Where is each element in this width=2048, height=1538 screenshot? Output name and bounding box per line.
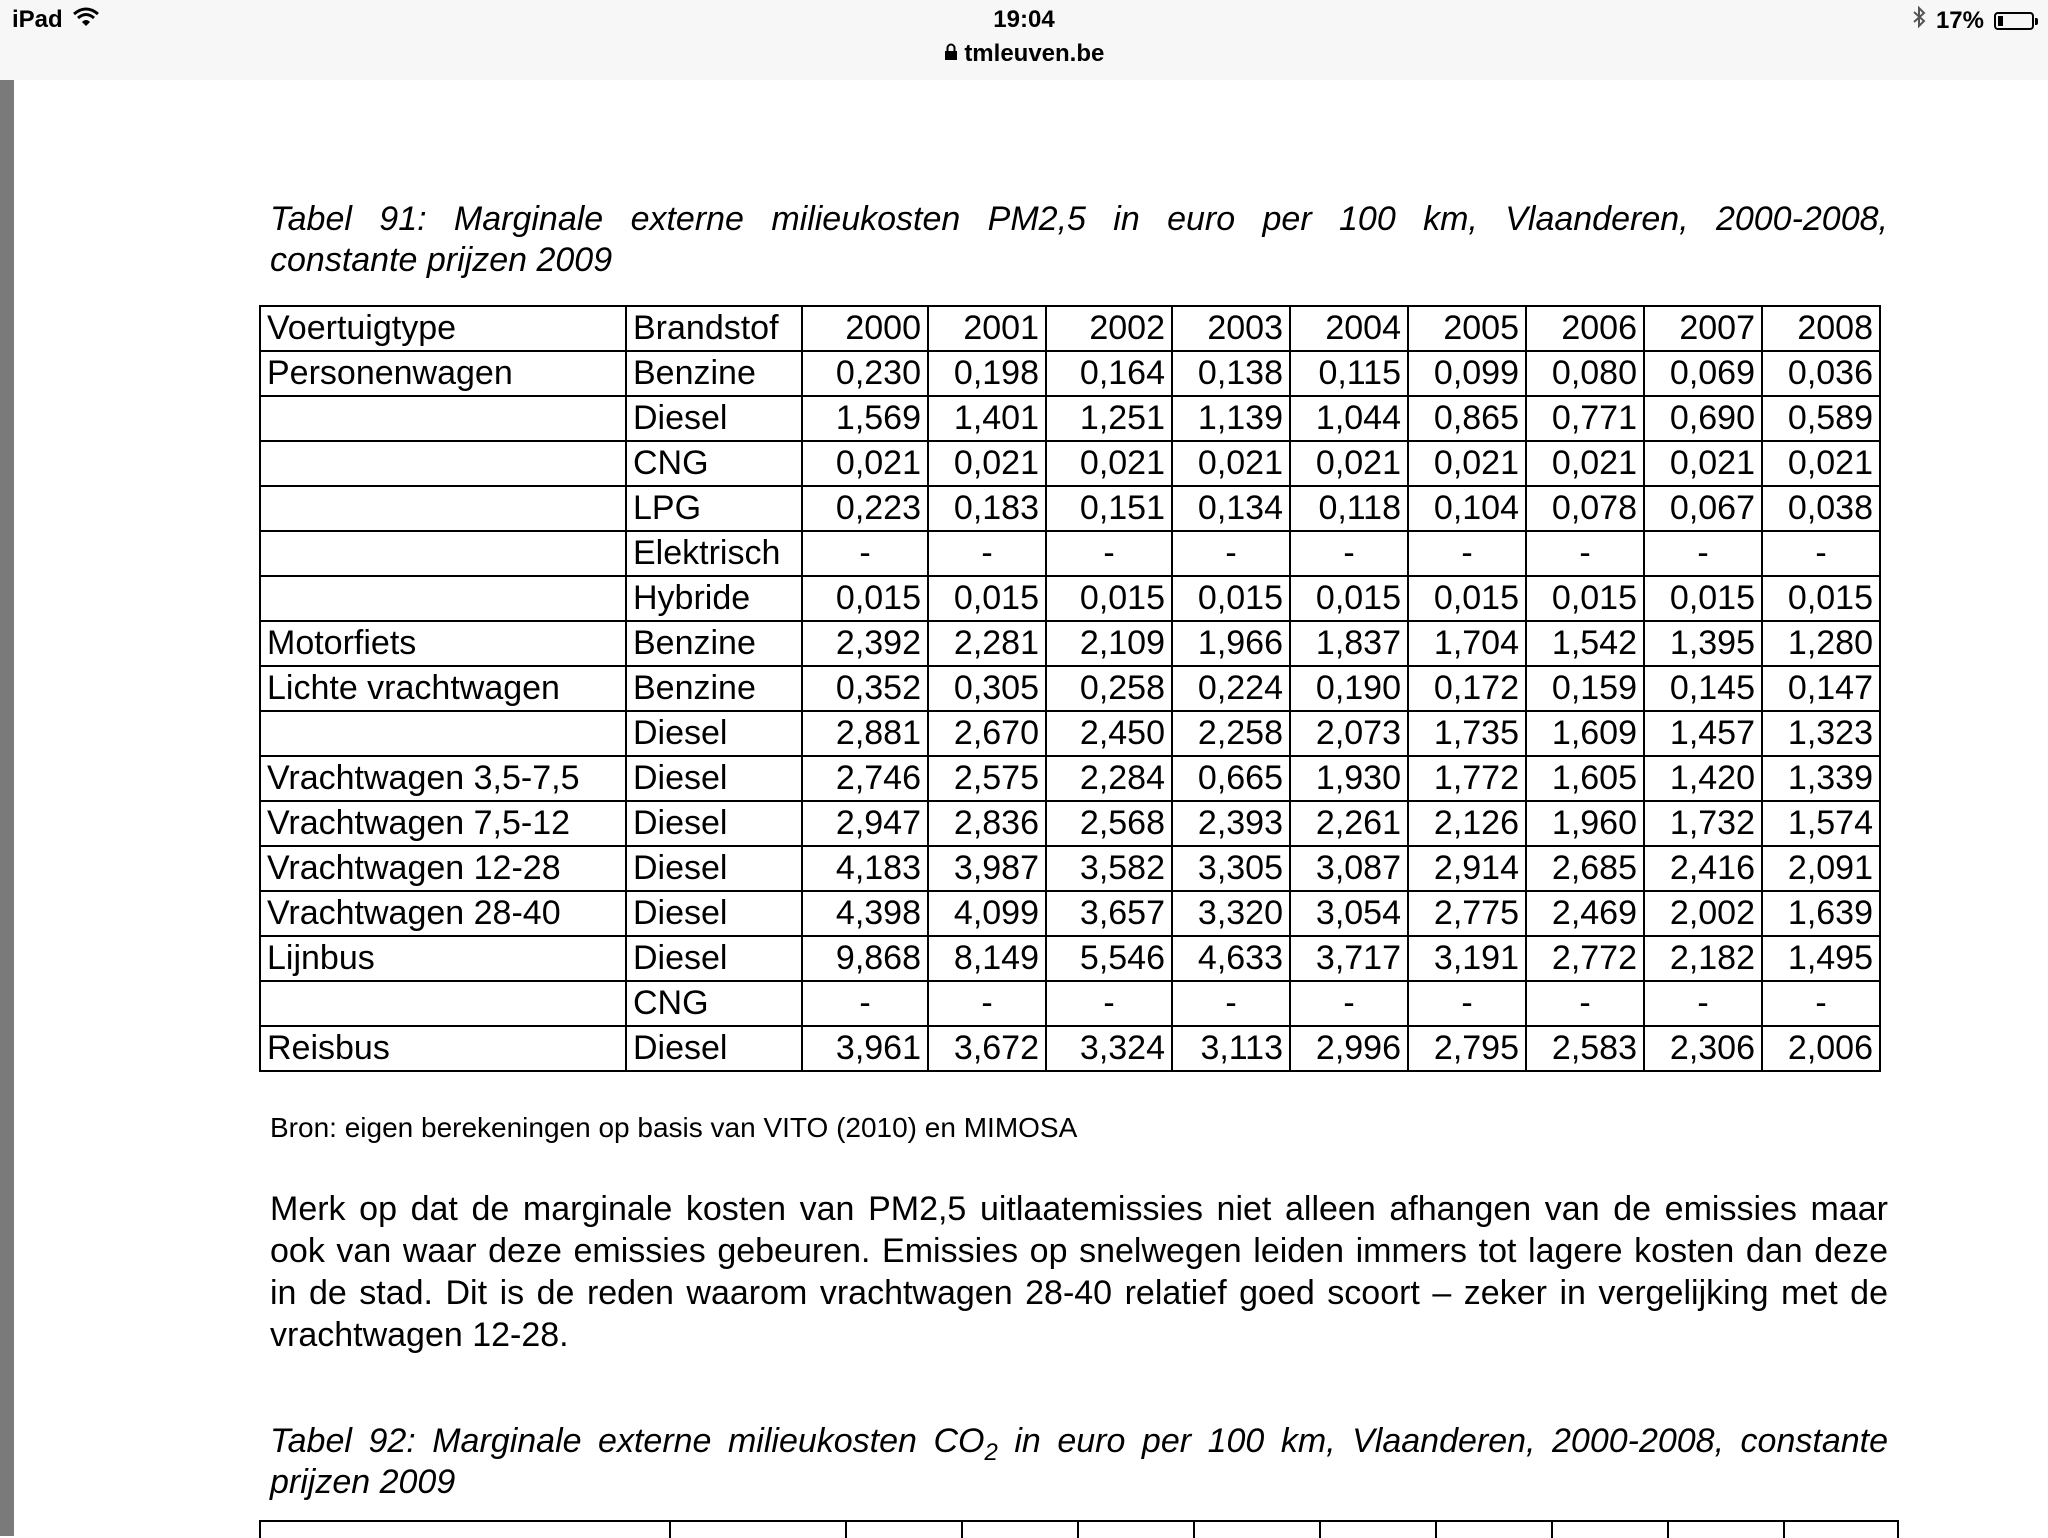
fuel-cell: Diesel [626, 396, 802, 441]
table-row [260, 846, 1880, 891]
value-cell: 2,284 [1046, 756, 1172, 801]
value-cell: 2,469 [1526, 891, 1644, 936]
value-cell: 2,073 [1290, 711, 1408, 756]
value-cell: 2,002 [1644, 891, 1762, 936]
value-cell: 0,230 [802, 351, 928, 396]
value-cell: 2,392 [802, 621, 928, 666]
value-cell: 0,015 [1046, 576, 1172, 621]
value-cell: 2,914 [1408, 846, 1526, 891]
value-cell: - [928, 981, 1046, 1026]
value-cell: 0,665 [1172, 756, 1290, 801]
table91-caption-line2: constante prijzen 2009 [270, 241, 613, 279]
vehicle-type-cell [260, 441, 626, 486]
value-cell: 0,352 [802, 666, 928, 711]
value-cell: 1,251 [1046, 396, 1172, 441]
value-cell: - [1046, 981, 1172, 1026]
value-cell: 1,930 [1290, 756, 1408, 801]
value-cell: - [802, 981, 928, 1026]
value-cell: 2,836 [928, 801, 1046, 846]
table-row [260, 531, 1880, 576]
value-cell: 0,080 [1526, 351, 1644, 396]
value-cell: - [928, 531, 1046, 576]
value-cell: 3,191 [1408, 936, 1526, 981]
body-paragraph: Merk op dat de marginale kosten van PM2,5 uitlaatemissies niet alleen afhangen van de emissies maar ook van waar deze emissies gebeuren. Emissies op snelwegen leiden immers tot lagere kosten dan deze in de stad. Dit is de reden waarom vrachtwagen 28-40 relatief goed scoort – zeker in vergelijking met de vrachtwagen 12-28. [270, 1190, 1888, 1354]
fuel-cell: Diesel [626, 1026, 802, 1071]
table-row [260, 486, 1880, 531]
value-cell: 4,633 [1172, 936, 1290, 981]
value-cell: 4,398 [802, 891, 928, 936]
scroll-side-bar [0, 80, 14, 1536]
fuel-cell: Benzine [626, 666, 802, 711]
vehicle-type-cell [260, 981, 626, 1026]
table92-caption-part2: in euro per 100 km, Vlaanderen, 2000-2008, constante [997, 1422, 1888, 1460]
value-cell: 0,147 [1762, 666, 1880, 711]
table-header-row [260, 306, 1880, 351]
value-cell: 0,099 [1408, 351, 1526, 396]
fuel-cell: Diesel [626, 711, 802, 756]
value-cell: 0,015 [928, 576, 1046, 621]
table-row [260, 1026, 1880, 1071]
value-cell: 0,021 [1172, 441, 1290, 486]
table92-top-edge [259, 1520, 1899, 1538]
value-cell: 2,261 [1290, 801, 1408, 846]
vehicle-type-cell [260, 486, 626, 531]
value-cell: 0,134 [1172, 486, 1290, 531]
value-cell: 0,015 [1526, 576, 1644, 621]
status-bar [0, 0, 2048, 81]
value-cell: 0,078 [1526, 486, 1644, 531]
fuel-cell: Elektrisch [626, 531, 802, 576]
value-cell: 2,416 [1644, 846, 1762, 891]
fuel-cell: Diesel [626, 846, 802, 891]
value-cell: 2,006 [1762, 1026, 1880, 1071]
table-row [260, 666, 1880, 711]
value-cell: 2,091 [1762, 846, 1880, 891]
value-cell: 1,139 [1172, 396, 1290, 441]
table-row [260, 891, 1880, 936]
value-cell: 1,495 [1762, 936, 1880, 981]
value-cell: 3,582 [1046, 846, 1172, 891]
table-row [260, 351, 1880, 396]
table-row [260, 621, 1880, 666]
vehicle-type-cell: Voertuigtype [260, 306, 626, 351]
value-cell: 0,015 [1644, 576, 1762, 621]
value-cell: 3,054 [1290, 891, 1408, 936]
value-cell: 1,420 [1644, 756, 1762, 801]
fuel-cell: Brandstof [626, 306, 802, 351]
value-cell: 0,015 [802, 576, 928, 621]
value-cell: 2,393 [1172, 801, 1290, 846]
address-bar[interactable] [0, 40, 2048, 68]
value-cell: 0,118 [1290, 486, 1408, 531]
vehicle-type-cell: Personenwagen [260, 351, 626, 396]
value-cell: - [1172, 531, 1290, 576]
value-cell: 1,639 [1762, 891, 1880, 936]
value-cell: 2003 [1172, 306, 1290, 351]
value-cell: 8,149 [928, 936, 1046, 981]
value-cell: 2,881 [802, 711, 928, 756]
value-cell: 0,015 [1408, 576, 1526, 621]
value-cell: 0,258 [1046, 666, 1172, 711]
table-row [260, 441, 1880, 486]
value-cell: 0,015 [1172, 576, 1290, 621]
value-cell: 0,021 [1526, 441, 1644, 486]
vehicle-type-cell [260, 396, 626, 441]
value-cell: 1,044 [1290, 396, 1408, 441]
table-row [260, 981, 1880, 1026]
value-cell: 0,067 [1644, 486, 1762, 531]
value-cell: 1,395 [1644, 621, 1762, 666]
vehicle-type-cell: Reisbus [260, 1026, 626, 1071]
fuel-cell: Benzine [626, 621, 802, 666]
value-cell: 2,109 [1046, 621, 1172, 666]
value-cell: 2,281 [928, 621, 1046, 666]
clock: 19:04 [993, 6, 1055, 33]
table92-caption-part1: Tabel 92: Marginale externe milieukosten CO [270, 1422, 985, 1460]
value-cell: 3,987 [928, 846, 1046, 891]
value-cell: 5,546 [1046, 936, 1172, 981]
table91 [259, 305, 1881, 1072]
table92-caption-subscript: 2 [984, 1438, 998, 1466]
value-cell: - [1644, 531, 1762, 576]
value-cell: 1,401 [928, 396, 1046, 441]
value-cell: 1,542 [1526, 621, 1644, 666]
value-cell: 2000 [802, 306, 928, 351]
value-cell: 1,772 [1408, 756, 1526, 801]
table-row [260, 396, 1880, 441]
value-cell: 0,151 [1046, 486, 1172, 531]
value-cell: 1,732 [1644, 801, 1762, 846]
value-cell: - [1290, 981, 1408, 1026]
fuel-cell: Hybride [626, 576, 802, 621]
value-cell: 2,583 [1526, 1026, 1644, 1071]
value-cell: 2,670 [928, 711, 1046, 756]
value-cell: - [1762, 531, 1880, 576]
vehicle-type-cell: Vrachtwagen 7,5-12 [260, 801, 626, 846]
fuel-cell: CNG [626, 441, 802, 486]
value-cell: 1,966 [1172, 621, 1290, 666]
value-cell: 2,772 [1526, 936, 1644, 981]
value-cell: 2,575 [928, 756, 1046, 801]
value-cell: 3,672 [928, 1026, 1046, 1071]
value-cell: 0,015 [1762, 576, 1880, 621]
value-cell: 0,190 [1290, 666, 1408, 711]
value-cell: 1,735 [1408, 711, 1526, 756]
value-cell: - [1172, 981, 1290, 1026]
value-cell: 0,138 [1172, 351, 1290, 396]
value-cell: 2,126 [1408, 801, 1526, 846]
value-cell: 2002 [1046, 306, 1172, 351]
value-cell: 0,069 [1644, 351, 1762, 396]
value-cell: 0,164 [1046, 351, 1172, 396]
device-name: iPad [12, 6, 63, 33]
value-cell: 2,795 [1408, 1026, 1526, 1071]
value-cell: 0,159 [1526, 666, 1644, 711]
value-cell: 2006 [1526, 306, 1644, 351]
value-cell: - [1408, 981, 1526, 1026]
value-cell: 0,021 [1644, 441, 1762, 486]
value-cell: 0,036 [1762, 351, 1880, 396]
table91-source: Bron: eigen berekeningen op basis van VITO (2010) en MIMOSA [270, 1112, 1078, 1143]
value-cell: 3,717 [1290, 936, 1408, 981]
value-cell: 1,323 [1762, 711, 1880, 756]
value-cell: 0,021 [928, 441, 1046, 486]
vehicle-type-cell: Vrachtwagen 3,5-7,5 [260, 756, 626, 801]
value-cell: 3,305 [1172, 846, 1290, 891]
value-cell: 2007 [1644, 306, 1762, 351]
table-row [260, 756, 1880, 801]
value-cell: - [802, 531, 928, 576]
battery-percentage: 17% [1935, 6, 1984, 34]
value-cell: 0,104 [1408, 486, 1526, 531]
table-row [260, 576, 1880, 621]
value-cell: 0,021 [1046, 441, 1172, 486]
table91-caption-line1: Tabel 91: Marginale externe milieukosten PM2,5 in euro per 100 km, Vlaanderen, 2000-2008, [270, 200, 1888, 238]
value-cell: 0,183 [928, 486, 1046, 531]
value-cell: 2004 [1290, 306, 1408, 351]
value-cell: 0,021 [802, 441, 928, 486]
table-row [260, 936, 1880, 981]
value-cell: 0,038 [1762, 486, 1880, 531]
value-cell: 0,690 [1644, 396, 1762, 441]
value-cell: 4,099 [928, 891, 1046, 936]
value-cell: 3,324 [1046, 1026, 1172, 1071]
status-right [1912, 6, 2034, 35]
value-cell: - [1408, 531, 1526, 576]
fuel-cell: Diesel [626, 891, 802, 936]
value-cell: 1,457 [1644, 711, 1762, 756]
value-cell: 1,960 [1526, 801, 1644, 846]
value-cell: 2,685 [1526, 846, 1644, 891]
vehicle-type-cell: Lijnbus [260, 936, 626, 981]
value-cell: 3,087 [1290, 846, 1408, 891]
value-cell: - [1644, 981, 1762, 1026]
value-cell: 0,224 [1172, 666, 1290, 711]
value-cell: 2,182 [1644, 936, 1762, 981]
value-cell: 0,198 [928, 351, 1046, 396]
value-cell: 2,947 [802, 801, 928, 846]
value-cell: 2,746 [802, 756, 928, 801]
value-cell: 0,021 [1408, 441, 1526, 486]
value-cell: 1,574 [1762, 801, 1880, 846]
value-cell: 1,569 [802, 396, 928, 441]
table92-caption-line2: prijzen 2009 [270, 1463, 456, 1501]
battery-icon [1994, 12, 2034, 30]
value-cell: 0,865 [1408, 396, 1526, 441]
value-cell: 9,868 [802, 936, 928, 981]
table-row [260, 711, 1880, 756]
fuel-cell: Diesel [626, 756, 802, 801]
value-cell: 2,996 [1290, 1026, 1408, 1071]
value-cell: 1,837 [1290, 621, 1408, 666]
value-cell: 0,021 [1762, 441, 1880, 486]
value-cell: 2,258 [1172, 711, 1290, 756]
vehicle-type-cell: Vrachtwagen 28-40 [260, 891, 626, 936]
value-cell: 0,305 [928, 666, 1046, 711]
value-cell: 0,589 [1762, 396, 1880, 441]
value-cell: 2,306 [1644, 1026, 1762, 1071]
value-cell: 1,339 [1762, 756, 1880, 801]
value-cell: 1,605 [1526, 756, 1644, 801]
fuel-cell: LPG [626, 486, 802, 531]
vehicle-type-cell: Vrachtwagen 12-28 [260, 846, 626, 891]
value-cell: 1,280 [1762, 621, 1880, 666]
value-cell: 0,771 [1526, 396, 1644, 441]
fuel-cell: Diesel [626, 936, 802, 981]
value-cell: 0,172 [1408, 666, 1526, 711]
value-cell: 1,609 [1526, 711, 1644, 756]
value-cell: 0,015 [1290, 576, 1408, 621]
value-cell: 1,704 [1408, 621, 1526, 666]
value-cell: 0,115 [1290, 351, 1408, 396]
fuel-cell: Diesel [626, 801, 802, 846]
fuel-cell: Benzine [626, 351, 802, 396]
value-cell: 0,021 [1290, 441, 1408, 486]
value-cell: 2,450 [1046, 711, 1172, 756]
vehicle-type-cell [260, 711, 626, 756]
value-cell: - [1290, 531, 1408, 576]
value-cell: 4,183 [802, 846, 928, 891]
value-cell: 3,657 [1046, 891, 1172, 936]
battery-level [1998, 16, 2003, 26]
vehicle-type-cell: Motorfiets [260, 621, 626, 666]
fuel-cell: CNG [626, 981, 802, 1026]
bluetooth-icon [1912, 6, 1926, 35]
vehicle-type-cell: Lichte vrachtwagen [260, 666, 626, 711]
value-cell: - [1526, 531, 1644, 576]
value-cell: 2,568 [1046, 801, 1172, 846]
value-cell: 3,113 [1172, 1026, 1290, 1071]
vehicle-type-cell [260, 531, 626, 576]
value-cell: 2001 [928, 306, 1046, 351]
table-row [260, 801, 1880, 846]
value-cell: - [1046, 531, 1172, 576]
value-cell: 0,223 [802, 486, 928, 531]
value-cell: 2008 [1762, 306, 1880, 351]
value-cell: 2,775 [1408, 891, 1526, 936]
lock-icon [944, 40, 965, 67]
value-cell: - [1762, 981, 1880, 1026]
value-cell: 0,145 [1644, 666, 1762, 711]
value-cell: - [1526, 981, 1644, 1026]
value-cell: 2005 [1408, 306, 1526, 351]
value-cell: 3,320 [1172, 891, 1290, 936]
value-cell: 3,961 [802, 1026, 928, 1071]
url-text: tmleuven.be [964, 40, 1105, 67]
vehicle-type-cell [260, 576, 626, 621]
